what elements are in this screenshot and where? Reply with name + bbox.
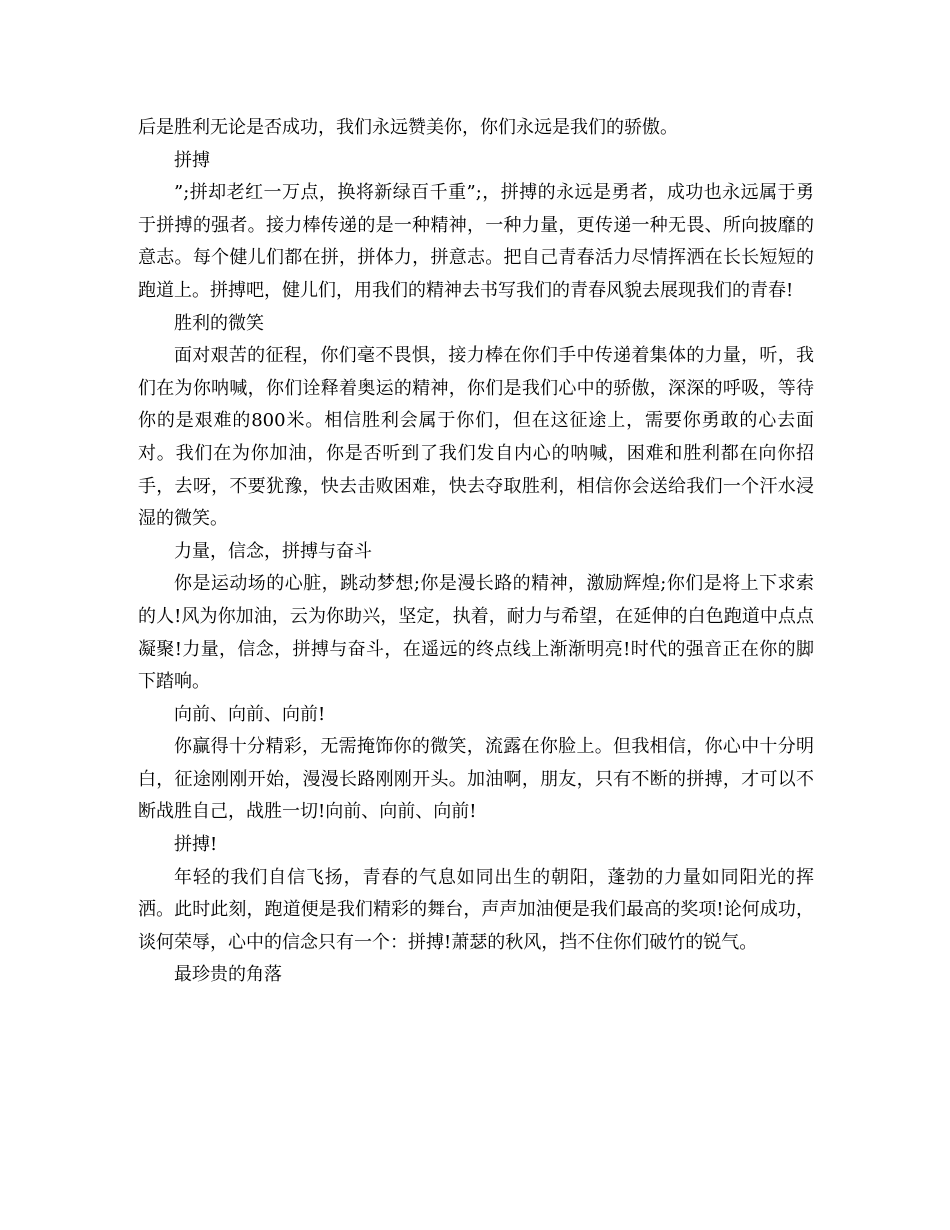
paragraph: 你赢得十分精彩，无需掩饰你的微笑，流露在你脸上。但我相信，你心中十分明白，征途刚刚开始，漫漫长路刚刚开头。加油啊，朋友，只有不断的拼搏，才可以不断战胜自己，战胜一切!向前、向前、向前!	[138, 736, 814, 823]
document-page	[138, 112, 814, 992]
paragraph: 你是运动场的心脏，跳动梦想;你是漫长路的精神，激励辉煌;你们是将上下求索的人!风为你加油，云为你助兴，坚定，执着，耐力与希望，在延伸的白色跑道中点点凝聚!力量，信念，拼搏与奋斗，在遥远的终点线上渐渐明亮!时代的强音正在你的脚下踏响。	[138, 573, 814, 693]
section-heading: 力量，信念，拼搏与奋斗	[174, 540, 372, 562]
section-heading: 胜利的微笑	[174, 312, 264, 334]
paragraph-continuation: 后是胜利无论是否成功，我们永远赞美你，你们永远是我们的骄傲。	[138, 117, 678, 138]
section-heading: 拼搏	[174, 149, 210, 171]
paragraph: ”;拼却老红一万点，换将新绿百千重”;，拼搏的永远是勇者，成功也永远属于勇于拼搏的强者。接力棒传递的是一种精神，一种力量，更传递一种无畏、所向披靡的意志。每个健儿们都在拼，拼体力，拼意志。把自己青春活力尽情挥洒在长长短短的跑道上。拼搏吧，健儿们，用我们的精神去书写我们的青春风貌去展现我们的青春!	[138, 182, 814, 301]
paragraph: 年轻的我们自信飞扬，青春的气息如同出生的朝阳，蓬勃的力量如同阳光的挥洒。此时此刻，跑道便是我们精彩的舞台，声声加油便是我们最高的奖项!论何成功，谈何荣辱，心中的信念只有一个：拼搏!萧瑟的秋风，挡不住你们破竹的锐气。	[138, 866, 814, 953]
section-heading: 拼搏!	[174, 834, 218, 856]
section-heading: 向前、向前、向前!	[174, 703, 326, 725]
paragraph: 面对艰苦的征程，你们毫不畏惧，接力棒在你们手中传递着集体的力量，听，我们在为你呐喊，你们诠释着奥运的精神，你们是我们心中的骄傲，深深的呼吸，等待你的是艰难的800米。相信胜利会属于你们，但在这征途上，需要你勇敢的心去面对。我们在为你加油，你是否听到了我们发自内心的呐喊，困难和胜利都在向你招手，去呀，不要犹豫，快去击败困难，快去夺取胜利，相信你会送给我们一个汗水浸湿的微笑。	[138, 345, 814, 530]
section-heading: 最珍贵的角落	[174, 964, 282, 986]
